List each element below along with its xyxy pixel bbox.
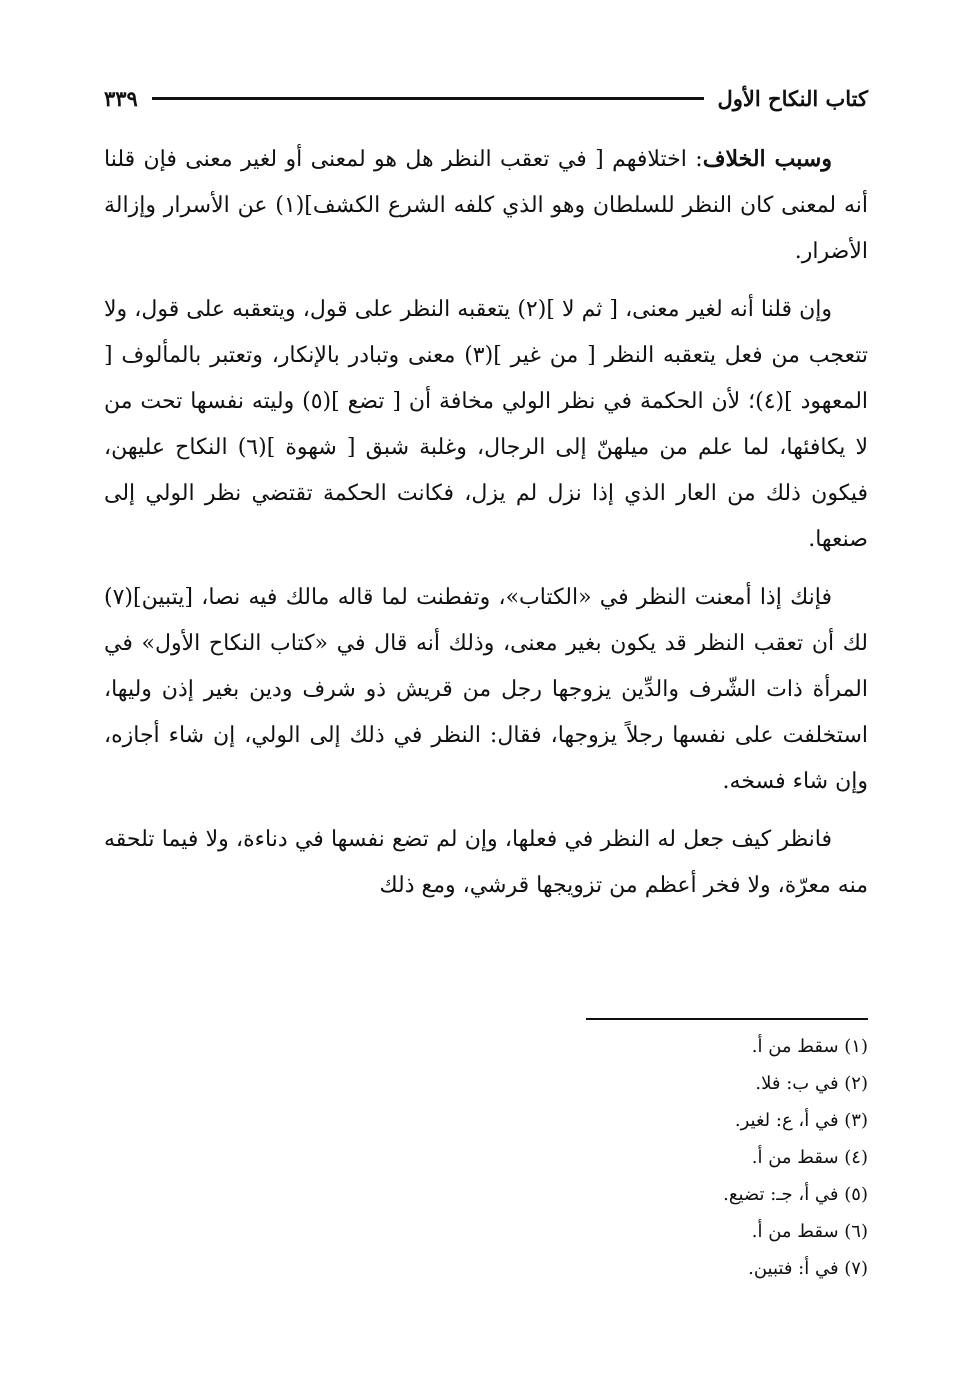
footnote: (٦) سقط من أ. [751, 1221, 868, 1242]
page [104, 80, 868, 921]
footnote: (٣) في أ، ع: لغير. [734, 1110, 868, 1131]
paragraph [104, 575, 868, 805]
footnote: (١) سقط من أ. [751, 1036, 868, 1057]
paragraph-text: فانظر كيف جعل له النظر في فعلها، وإن لم تضع نفسها في دناءة، ولا فيما تلحقه منه معرّة، ولا فخر أعظم من تزويجها قرشي، ومع ذلك [104, 827, 868, 898]
footnote: (٤) سقط من أ. [751, 1147, 868, 1168]
footnote: (٢) في ب: فلا. [755, 1073, 868, 1094]
paragraph [104, 817, 868, 909]
footnote: (٧) في أ: فتبين. [748, 1258, 868, 1279]
footnote-rule [586, 1018, 868, 1020]
page-number: ٣٣٩ [104, 85, 138, 111]
header-rule [152, 97, 704, 100]
paragraph-text: وإن قلنا أنه لغير معنى، [ ثم لا ](٢) يتعقبه النظر على قول، ويتعقبه على قول، ولا تتعجب من فعل يتعقبه النظر [ من غير ](٣) معنى وتبادر بالإنكار، وتعتبر بالمألوف [ المعهود ](٤)؛ لأن الحكمة في نظر الولي مخافة أن [ تضع ](٥) وليته نفسها تحت من لا يكافئها، لما علم من ميلهنّ إلى الرجال، وغلبة شبق [ شهوة ](٦) النكاح عليهن، فيكون ذلك من العار الذي إذا نزل لم يزل، فكانت الحكمة تقتضي نظر الولي إلى صنعها. [104, 297, 869, 552]
chapter-title: كتاب النكاح الأول [717, 85, 868, 111]
paragraph [104, 136, 868, 275]
paragraph-text: فإنك إذا أمعنت النظر في «الكتاب»، وتفطنت لما قاله مالك فيه نصا، [يتبين](٧) لك أن تعقب النظر قد يكون بغير معنى، وذلك أنه قال في «كتاب النكاح الأول» في المرأة ذات الشّرف والدِّين يزوجها رجل من قريش ذو شرف ودين بغير إذن وليها، استخلفت على نفسها رجلاً يزوجها، فقال: النظر في ذلك إلى الولي، إن شاء أجازه، وإن شاء فسخه. [104, 585, 868, 794]
paragraph-text: : اختلافهم [ في تعقب النظر هل هو لمعنى أو لغير معنى فإن قلنا أنه لمعنى كان النظر للسلطان وهو الذي كلفه الشرع الكشف](١) عن الأسرار وإزالة الأضرار. [104, 147, 868, 264]
body-text [104, 136, 868, 909]
footnote: (٥) في أ، جـ: تضيع. [723, 1184, 868, 1205]
running-header [104, 80, 868, 116]
footnotes [104, 1018, 868, 1287]
paragraph-lead: وسبب الخلاف [702, 146, 832, 172]
paragraph [104, 287, 868, 563]
